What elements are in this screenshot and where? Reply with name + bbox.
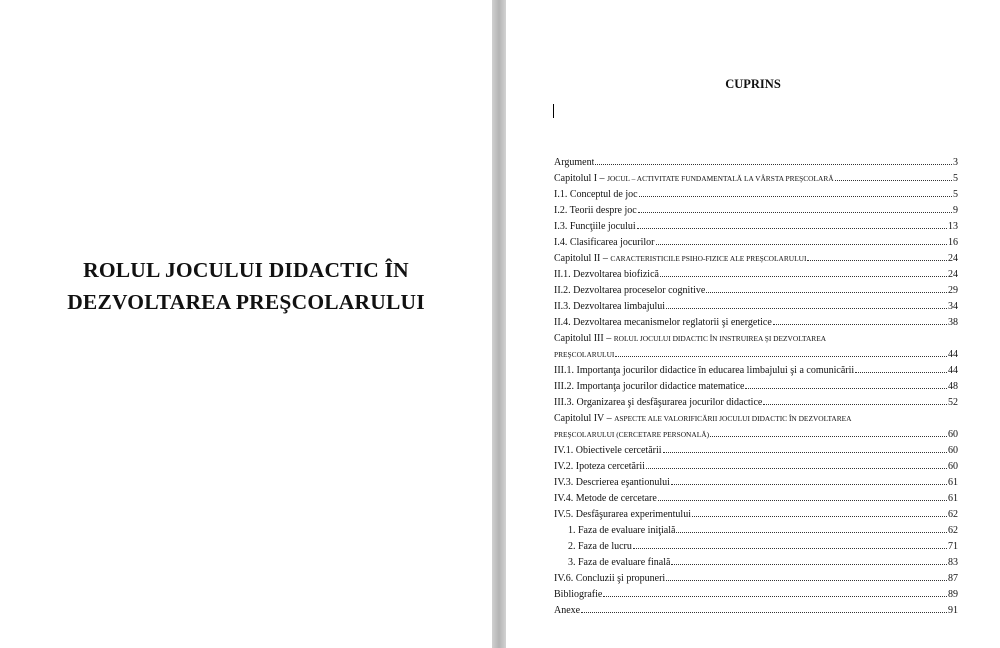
toc-entry-chapter-title: PREŞCOLARULUI (CERCETARE PERSONALĂ)	[554, 430, 710, 439]
toc-entry-text: III.1. Importanţa jocurilor didactice în educarea limbajului şi a comunicării	[554, 365, 855, 376]
toc-entry	[554, 299, 958, 315]
toc-entry-label	[554, 571, 665, 587]
toc-entry-text: III.2. Importanţa jocurilor didactice matematice	[554, 381, 745, 392]
toc-entry-label	[554, 491, 657, 507]
toc-dot-leader	[603, 596, 947, 597]
toc-dot-leader	[807, 260, 947, 261]
toc-entry-label	[554, 203, 637, 219]
toc-entry-text: IV.2. Ipoteza cercetării	[554, 461, 645, 472]
toc-entry-page: 62	[948, 525, 958, 536]
toc-entry	[554, 203, 958, 219]
toc-dot-leader	[773, 324, 947, 325]
toc-entry	[554, 571, 958, 587]
toc-entry-text: II.1. Dezvoltarea biofizică	[554, 269, 659, 280]
toc-entry-page: 3	[953, 157, 958, 168]
toc-entry-page: 13	[948, 221, 958, 232]
toc-entry-text: Argument	[554, 157, 595, 168]
toc-entry-page: 38	[948, 317, 958, 328]
page-gutter	[492, 0, 506, 648]
toc-entry-text: II.2. Dezvoltarea proceselor cognitive	[554, 285, 706, 296]
toc-entry-text: III.3. Organizarea şi desfăşurarea jocurilor didactice	[554, 397, 763, 408]
toc-entry-label	[554, 171, 834, 187]
toc-entry-label	[554, 299, 665, 315]
toc-dot-leader	[595, 164, 952, 165]
toc-entry-chapter-title: JOCUL – ACTIVITATE FUNDAMENTALĂ LA VÂRSTA PREŞCOLARĂ	[607, 174, 834, 183]
toc-entry	[554, 235, 958, 251]
toc-entry	[554, 507, 958, 523]
toc-dot-leader	[666, 308, 947, 309]
toc-entry-page: 60	[948, 429, 958, 440]
toc-entry-label	[554, 219, 636, 235]
toc-entry-text: I.2. Teorii despre joc	[554, 205, 637, 216]
toc-dot-leader	[615, 356, 947, 357]
toc-entry-page: 89	[948, 589, 958, 600]
toc-dot-leader	[745, 388, 947, 389]
toc-entry-text: I.1. Conceptul de joc	[554, 189, 638, 200]
toc-entry-label	[568, 555, 670, 571]
toc-entry	[554, 395, 958, 411]
toc-entry	[554, 187, 958, 203]
toc-entry	[554, 171, 958, 187]
toc-entry-page: 5	[953, 189, 958, 200]
toc-entry-text: IV.4. Metode de cercetare	[554, 493, 657, 504]
toc-dot-leader	[656, 244, 947, 245]
toc-entry-page: 60	[948, 445, 958, 456]
toc-entry-chapter-title: PREŞCOLARULUI	[554, 350, 615, 359]
toc-entry	[554, 219, 958, 235]
toc-entry-text: IV.5. Desfăşurarea experimentului	[554, 509, 691, 520]
toc-heading: CUPRINS	[725, 77, 781, 91]
toc-entry-label	[554, 235, 655, 251]
toc-entry-label	[554, 267, 659, 283]
toc-entry-label	[568, 539, 632, 555]
toc-entry-chapter-title: ASPECTE ALE VALORIFICĂRII JOCULUI DIDACTIC ÎN DEZVOLTAREA	[614, 414, 852, 423]
toc-entry-label	[554, 507, 691, 523]
toc-entry-text: Anexe	[554, 605, 581, 616]
toc-entry-page: 61	[948, 493, 958, 504]
toc-entry-text: Capitolul IV –	[554, 413, 615, 424]
toc-entry	[554, 587, 958, 603]
toc-entry-label	[554, 187, 638, 203]
toc-entry	[554, 427, 958, 443]
toc-dot-leader	[638, 212, 952, 213]
toc-entry	[554, 523, 958, 539]
toc-entry-text: IV.6. Concluzii şi propuneri	[554, 573, 666, 584]
toc-entry-label	[554, 411, 852, 427]
cover-title	[0, 254, 492, 318]
toc-entry	[554, 283, 958, 299]
toc-dot-leader	[658, 500, 947, 501]
toc-entry-page: 34	[948, 301, 958, 312]
toc-entry	[554, 331, 958, 347]
toc-entry-page: 24	[948, 269, 958, 280]
toc-entry-page: 48	[948, 381, 958, 392]
toc-entry-text: II.4. Dezvoltarea mecanismelor reglatorii şi energetice	[554, 317, 772, 328]
toc-dot-leader	[706, 292, 947, 293]
toc-page[interactable]	[506, 0, 1000, 648]
toc-dot-leader	[633, 548, 947, 549]
toc-entry-label	[554, 379, 744, 395]
toc-entry	[554, 459, 958, 475]
toc-entry	[554, 155, 958, 171]
toc-entry	[554, 475, 958, 491]
toc-dot-leader	[835, 180, 952, 181]
toc-entry-page: 87	[948, 573, 958, 584]
toc-entry	[554, 267, 958, 283]
toc-dot-leader	[663, 452, 947, 453]
toc-list	[554, 155, 958, 619]
toc-entry-label	[554, 443, 662, 459]
toc-entry-label	[554, 363, 854, 379]
toc-entry-label	[554, 331, 826, 347]
toc-entry	[554, 315, 958, 331]
toc-entry	[554, 539, 958, 555]
toc-entry-page: 83	[948, 557, 958, 568]
toc-entry-text: Capitolul II –	[554, 253, 611, 264]
toc-entry	[554, 379, 958, 395]
toc-entry	[554, 363, 958, 379]
toc-entry	[554, 491, 958, 507]
toc-entry-page: 5	[953, 173, 958, 184]
toc-entry-text: Bibliografie	[554, 589, 603, 600]
toc-entry-text: 3. Faza de evaluare finală	[568, 557, 671, 568]
toc-entry-chapter-title: ROLUL JOCULUI DIDACTIC ÎN INSTRUIREA ŞI DEZVOLTAREA	[613, 334, 827, 343]
toc-entry-label	[568, 523, 675, 539]
toc-entry-label	[554, 315, 772, 331]
toc-entry-page: 9	[953, 205, 958, 216]
toc-entry-label	[554, 459, 645, 475]
toc-entry-page: 71	[948, 541, 958, 552]
toc-entry-page: 29	[948, 285, 958, 296]
toc-entry-text: 1. Faza de evaluare iniţială	[568, 525, 676, 536]
toc-entry	[554, 555, 958, 571]
toc-entry-page: 44	[948, 349, 958, 360]
toc-entry-label	[554, 427, 709, 443]
toc-entry-label	[554, 251, 806, 267]
toc-entry-label	[554, 475, 670, 491]
toc-entry-page: 61	[948, 477, 958, 488]
toc-dot-leader	[637, 228, 947, 229]
toc-entry	[554, 251, 958, 267]
toc-entry-text: Capitolul III –	[554, 333, 614, 344]
toc-dot-leader	[763, 404, 947, 405]
text-cursor	[553, 104, 554, 118]
toc-entry-label	[554, 283, 705, 299]
toc-entry	[554, 603, 958, 619]
toc-entry-text: I.4. Clasificarea jocurilor	[554, 237, 655, 248]
toc-dot-leader	[676, 532, 947, 533]
cover-page	[0, 0, 492, 648]
toc-entry-text: II.3. Dezvoltarea limbajului	[554, 301, 666, 312]
toc-entry-page: 60	[948, 461, 958, 472]
toc-entry-page: 91	[948, 605, 958, 616]
toc-entry-text: 2. Faza de lucru	[568, 541, 632, 552]
toc-dot-leader	[581, 612, 947, 613]
toc-dot-leader	[660, 276, 947, 277]
toc-entry-text: IV.1. Obiectivele cercetării	[554, 445, 662, 456]
toc-entry-page: 52	[948, 397, 958, 408]
cover-title-line-2: DEZVOLTAREA PREŞCOLARULUI	[67, 290, 425, 314]
toc-dot-leader	[855, 372, 947, 373]
toc-entry-text: I.3. Funcţiile jocului	[554, 221, 636, 232]
toc-entry-page: 24	[948, 253, 958, 264]
cover-title-line-1: ROLUL JOCULUI DIDACTIC ÎN	[83, 258, 409, 282]
toc-dot-leader	[646, 468, 947, 469]
toc-dot-leader	[639, 196, 952, 197]
toc-entry	[554, 443, 958, 459]
toc-entry-label	[554, 155, 594, 171]
toc-entry-text: IV.3. Descrierea eşantionului	[554, 477, 670, 488]
toc-entry	[554, 411, 958, 427]
toc-dot-leader	[671, 484, 947, 485]
toc-entry-label	[554, 347, 614, 363]
toc-entry-label	[554, 587, 602, 603]
toc-entry	[554, 347, 958, 363]
toc-dot-leader	[710, 436, 947, 437]
toc-entry-page: 62	[948, 509, 958, 520]
toc-dot-leader	[692, 516, 947, 517]
toc-entry-label	[554, 603, 580, 619]
toc-entry-text: Capitolul I –	[554, 173, 608, 184]
toc-dot-leader	[666, 580, 947, 581]
toc-entry-label	[554, 395, 762, 411]
toc-entry-page: 44	[948, 365, 958, 376]
toc-entry-chapter-title: CARACTERISTICILE PSIHO-FIZICE ALE PREŞCOLARULUI	[610, 254, 807, 263]
toc-entry-page: 16	[948, 237, 958, 248]
toc-dot-leader	[671, 564, 947, 565]
